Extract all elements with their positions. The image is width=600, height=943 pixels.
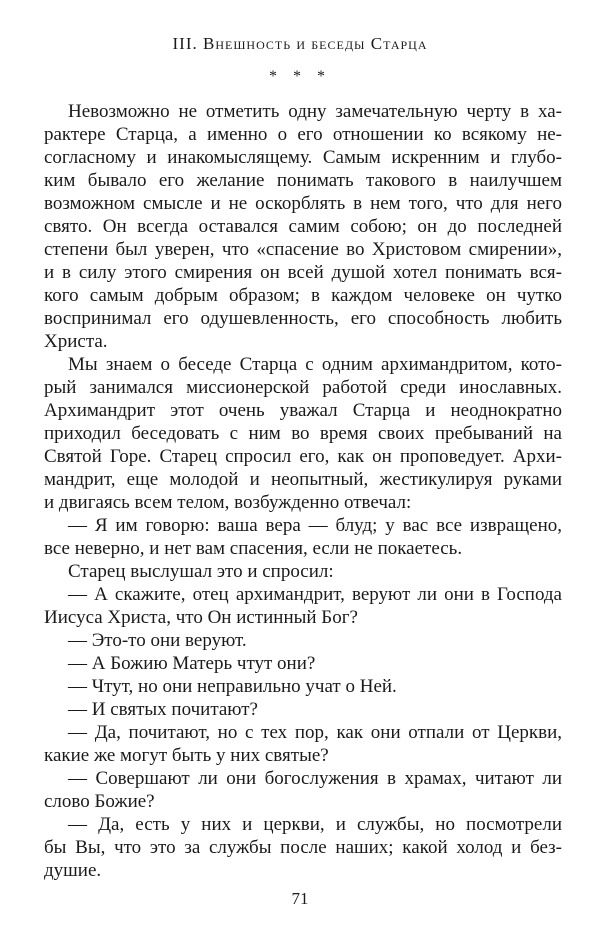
text-line: Невозможно не отметить одну замечательную черту в ха- — [68, 101, 562, 122]
text-line: какие же могут быть у них святые? — [44, 745, 329, 766]
running-header: III. Внешность и беседы Старца — [172, 34, 428, 53]
text-line: рактере Старца, а именно о его отношении ко всякому не- — [44, 124, 562, 145]
text-line: — Совершают ли они богослужения в храмах, читают ли — [68, 768, 562, 789]
body-text — [44, 100, 562, 882]
text-line: ким бывало его желание понимать такового в наилучшем — [44, 170, 562, 191]
text-line: согласному и инакомыслящему. Самым искренним и глубо- — [44, 147, 562, 168]
text-line: Мы знаем о беседе Старца с одним архимандритом, кото- — [68, 354, 562, 375]
text-line: мандрит, еще молодой и неопытный, жестикулируя руками — [44, 469, 562, 490]
section-separator: * * * — [269, 68, 331, 85]
text-line: слово Божие? — [44, 791, 155, 812]
text-line: — Да, почитают, но с тех пор, как они отпали от Церкви, — [68, 722, 562, 743]
text-line: рый занимался миссионерской работой среди инославных. — [44, 377, 562, 398]
text-line: степени был уверен, что «спасение во Христовом смирении», — [44, 239, 562, 260]
text-line: Старец выслушал это и спросил: — [68, 561, 334, 582]
page-number: 71 — [291, 889, 309, 908]
text-line: и двигаясь всем телом, возбужденно отвечал: — [44, 492, 412, 513]
text-line: все неверно, и нет вам спасения, если не покаетесь. — [44, 538, 463, 559]
text-line: Архимандрит этот очень уважал Старца и неоднократно — [44, 400, 562, 421]
text-line: душие. — [44, 860, 102, 881]
text-line: — А Божию Матерь чтут они? — [68, 653, 316, 674]
text-line: кого самым добрым образом; в каждом человеке он чутко — [44, 285, 562, 306]
text-line: — Я им говорю: ваша вера — блуд; у вас все извращено, — [68, 515, 562, 536]
text-line: — И святых почитают? — [68, 699, 258, 720]
text-line: Христа. — [44, 331, 108, 352]
text-line: — Да, есть у них и церкви, и службы, но посмотрели — [68, 814, 562, 835]
text-line: приходил беседовать с ним во время своих пребываний на — [44, 423, 562, 444]
text-line: бы Вы, что это за службы после наших; какой холод и без- — [44, 837, 562, 858]
text-line: и в силу этого смирения он всей душой хотел понимать вся- — [44, 262, 562, 283]
text-line: Святой Горе. Старец спросил его, как он проповедует. Архи- — [44, 446, 562, 467]
text-line: возможном смысле и не оскорблять в нем того, что для него — [44, 193, 562, 214]
text-line: свято. Он всегда оставался самим собою; он до последней — [44, 216, 562, 237]
text-line: Иисуса Христа, что Он истинный Бог? — [44, 607, 358, 628]
text-line: — А скажите, отец архимандрит, веруют ли они в Господа — [68, 584, 562, 605]
text-line: — Это-то они веруют. — [68, 630, 247, 651]
text-line: воспринимал его одушевленность, его способность любить — [44, 308, 562, 329]
text-line: — Чтут, но они неправильно учат о Ней. — [68, 676, 397, 697]
